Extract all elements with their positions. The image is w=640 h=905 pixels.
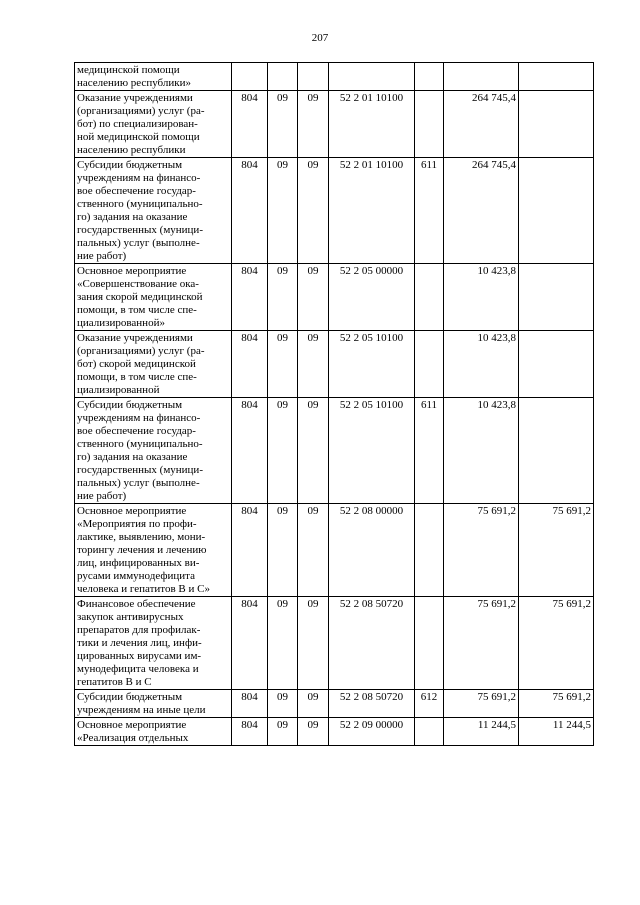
row-target-article-cell: 52 2 08 50720 [329, 690, 415, 718]
row-amount-1-cell: 10 423,8 [444, 264, 519, 331]
row-expense-type-cell [415, 331, 444, 398]
row-ved-code-cell: 804 [232, 158, 268, 264]
row-ved-code-cell: 804 [232, 718, 268, 746]
row-target-article-cell: 52 2 09 00000 [329, 718, 415, 746]
row-section-cell: 09 [268, 331, 298, 398]
row-ved-code-cell: 804 [232, 597, 268, 690]
row-expense-type-cell [415, 504, 444, 597]
row-name-cell: Основное мероприятие «Совершенствование ока- зания скорой медицинской помощи, в том числе спе- циализированной» [75, 264, 232, 331]
row-ved-code-cell: 804 [232, 264, 268, 331]
row-amount-1-cell: 11 244,5 [444, 718, 519, 746]
row-section-cell: 09 [268, 158, 298, 264]
row-target-article-cell: 52 2 08 00000 [329, 504, 415, 597]
budget-table-body [75, 63, 594, 746]
row-ved-code-cell: 804 [232, 398, 268, 504]
row-amount-2-cell [519, 158, 594, 264]
table-row [75, 718, 594, 746]
row-amount-2-cell: 75 691,2 [519, 690, 594, 718]
row-section-cell: 09 [268, 264, 298, 331]
row-ved-code-cell: 804 [232, 690, 268, 718]
page-number: 207 [311, 32, 329, 44]
table-row [75, 597, 594, 690]
row-name-cell: Субсидии бюджетным учреждениям на иные цели [75, 690, 232, 718]
row-section-cell: 09 [268, 690, 298, 718]
row-section-cell: 09 [268, 91, 298, 158]
row-amount-2-cell: 75 691,2 [519, 597, 594, 690]
table-row [75, 158, 594, 264]
row-amount-1-cell: 264 745,4 [444, 91, 519, 158]
row-section-cell: 09 [268, 398, 298, 504]
row-amount-1-cell [444, 63, 519, 91]
row-expense-type-cell [415, 264, 444, 331]
row-target-article-cell: 52 2 05 10100 [329, 398, 415, 504]
row-expense-type-cell [415, 597, 444, 690]
table-row [75, 331, 594, 398]
row-amount-1-cell: 10 423,8 [444, 398, 519, 504]
row-section-cell: 09 [268, 504, 298, 597]
row-subsection-cell: 09 [298, 718, 329, 746]
row-subsection-cell: 09 [298, 504, 329, 597]
row-section-cell: 09 [268, 597, 298, 690]
row-expense-type-cell [415, 91, 444, 158]
row-name-cell: медицинской помощи населению республики» [75, 63, 232, 91]
row-subsection-cell [298, 63, 329, 91]
row-subsection-cell: 09 [298, 158, 329, 264]
row-amount-2-cell: 11 244,5 [519, 718, 594, 746]
row-subsection-cell: 09 [298, 597, 329, 690]
table-row [75, 398, 594, 504]
row-subsection-cell: 09 [298, 91, 329, 158]
row-expense-type-cell [415, 718, 444, 746]
row-target-article-cell: 52 2 08 50720 [329, 597, 415, 690]
table-row [75, 690, 594, 718]
row-amount-1-cell: 75 691,2 [444, 504, 519, 597]
row-subsection-cell: 09 [298, 690, 329, 718]
row-amount-2-cell [519, 91, 594, 158]
table-row [75, 63, 594, 91]
row-name-cell: Оказание учреждениями (организациями) услуг (ра- бот) скорой медицинской помощи, в том числе спе- циализированной [75, 331, 232, 398]
row-amount-1-cell: 264 745,4 [444, 158, 519, 264]
row-amount-2-cell [519, 398, 594, 504]
row-target-article-cell: 52 2 01 10100 [329, 158, 415, 264]
row-target-article-cell: 52 2 05 00000 [329, 264, 415, 331]
row-expense-type-cell: 612 [415, 690, 444, 718]
row-ved-code-cell: 804 [232, 331, 268, 398]
row-section-cell [268, 63, 298, 91]
budget-table [74, 62, 594, 746]
row-amount-2-cell [519, 331, 594, 398]
row-ved-code-cell: 804 [232, 91, 268, 158]
row-name-cell: Основное мероприятие «Мероприятия по профи- лактике, выявлению, мони- торингу лечения и лечению лиц, инфицированных ви- русами иммунодефицита человека и гепатитов В и С» [75, 504, 232, 597]
row-amount-1-cell: 10 423,8 [444, 331, 519, 398]
row-ved-code-cell [232, 63, 268, 91]
row-section-cell: 09 [268, 718, 298, 746]
row-amount-2-cell [519, 264, 594, 331]
row-subsection-cell: 09 [298, 398, 329, 504]
row-amount-1-cell: 75 691,2 [444, 597, 519, 690]
row-expense-type-cell: 611 [415, 398, 444, 504]
row-subsection-cell: 09 [298, 264, 329, 331]
row-subsection-cell: 09 [298, 331, 329, 398]
row-name-cell: Основное мероприятие «Реализация отдельных [75, 718, 232, 746]
row-target-article-cell: 52 2 05 10100 [329, 331, 415, 398]
table-row [75, 91, 594, 158]
row-amount-2-cell: 75 691,2 [519, 504, 594, 597]
row-expense-type-cell [415, 63, 444, 91]
row-amount-2-cell [519, 63, 594, 91]
row-name-cell: Финансовое обеспечение закупок антивирусных препаратов для профилак- тики и лечения лиц, инфи- цированных вирусами им- мунодефицита человека и гепатитов В и С [75, 597, 232, 690]
row-name-cell: Субсидии бюджетным учреждениям на финансо- вое обеспечение государ- ственного (муниципально- го) задания на оказание государственных (муници- пальных) услуг (выполне- ние работ) [75, 158, 232, 264]
row-target-article-cell [329, 63, 415, 91]
row-name-cell: Оказание учреждениями (организациями) услуг (ра- бот) по специализирован- ной медицинской помощи населению республики [75, 91, 232, 158]
table-row [75, 264, 594, 331]
row-expense-type-cell: 611 [415, 158, 444, 264]
table-row [75, 504, 594, 597]
row-target-article-cell: 52 2 01 10100 [329, 91, 415, 158]
row-amount-1-cell: 75 691,2 [444, 690, 519, 718]
row-name-cell: Субсидии бюджетным учреждениям на финансо- вое обеспечение государ- ственного (муниципально- го) задания на оказание государственных (муници- пальных) услуг (выполне- ние работ) [75, 398, 232, 504]
row-ved-code-cell: 804 [232, 504, 268, 597]
